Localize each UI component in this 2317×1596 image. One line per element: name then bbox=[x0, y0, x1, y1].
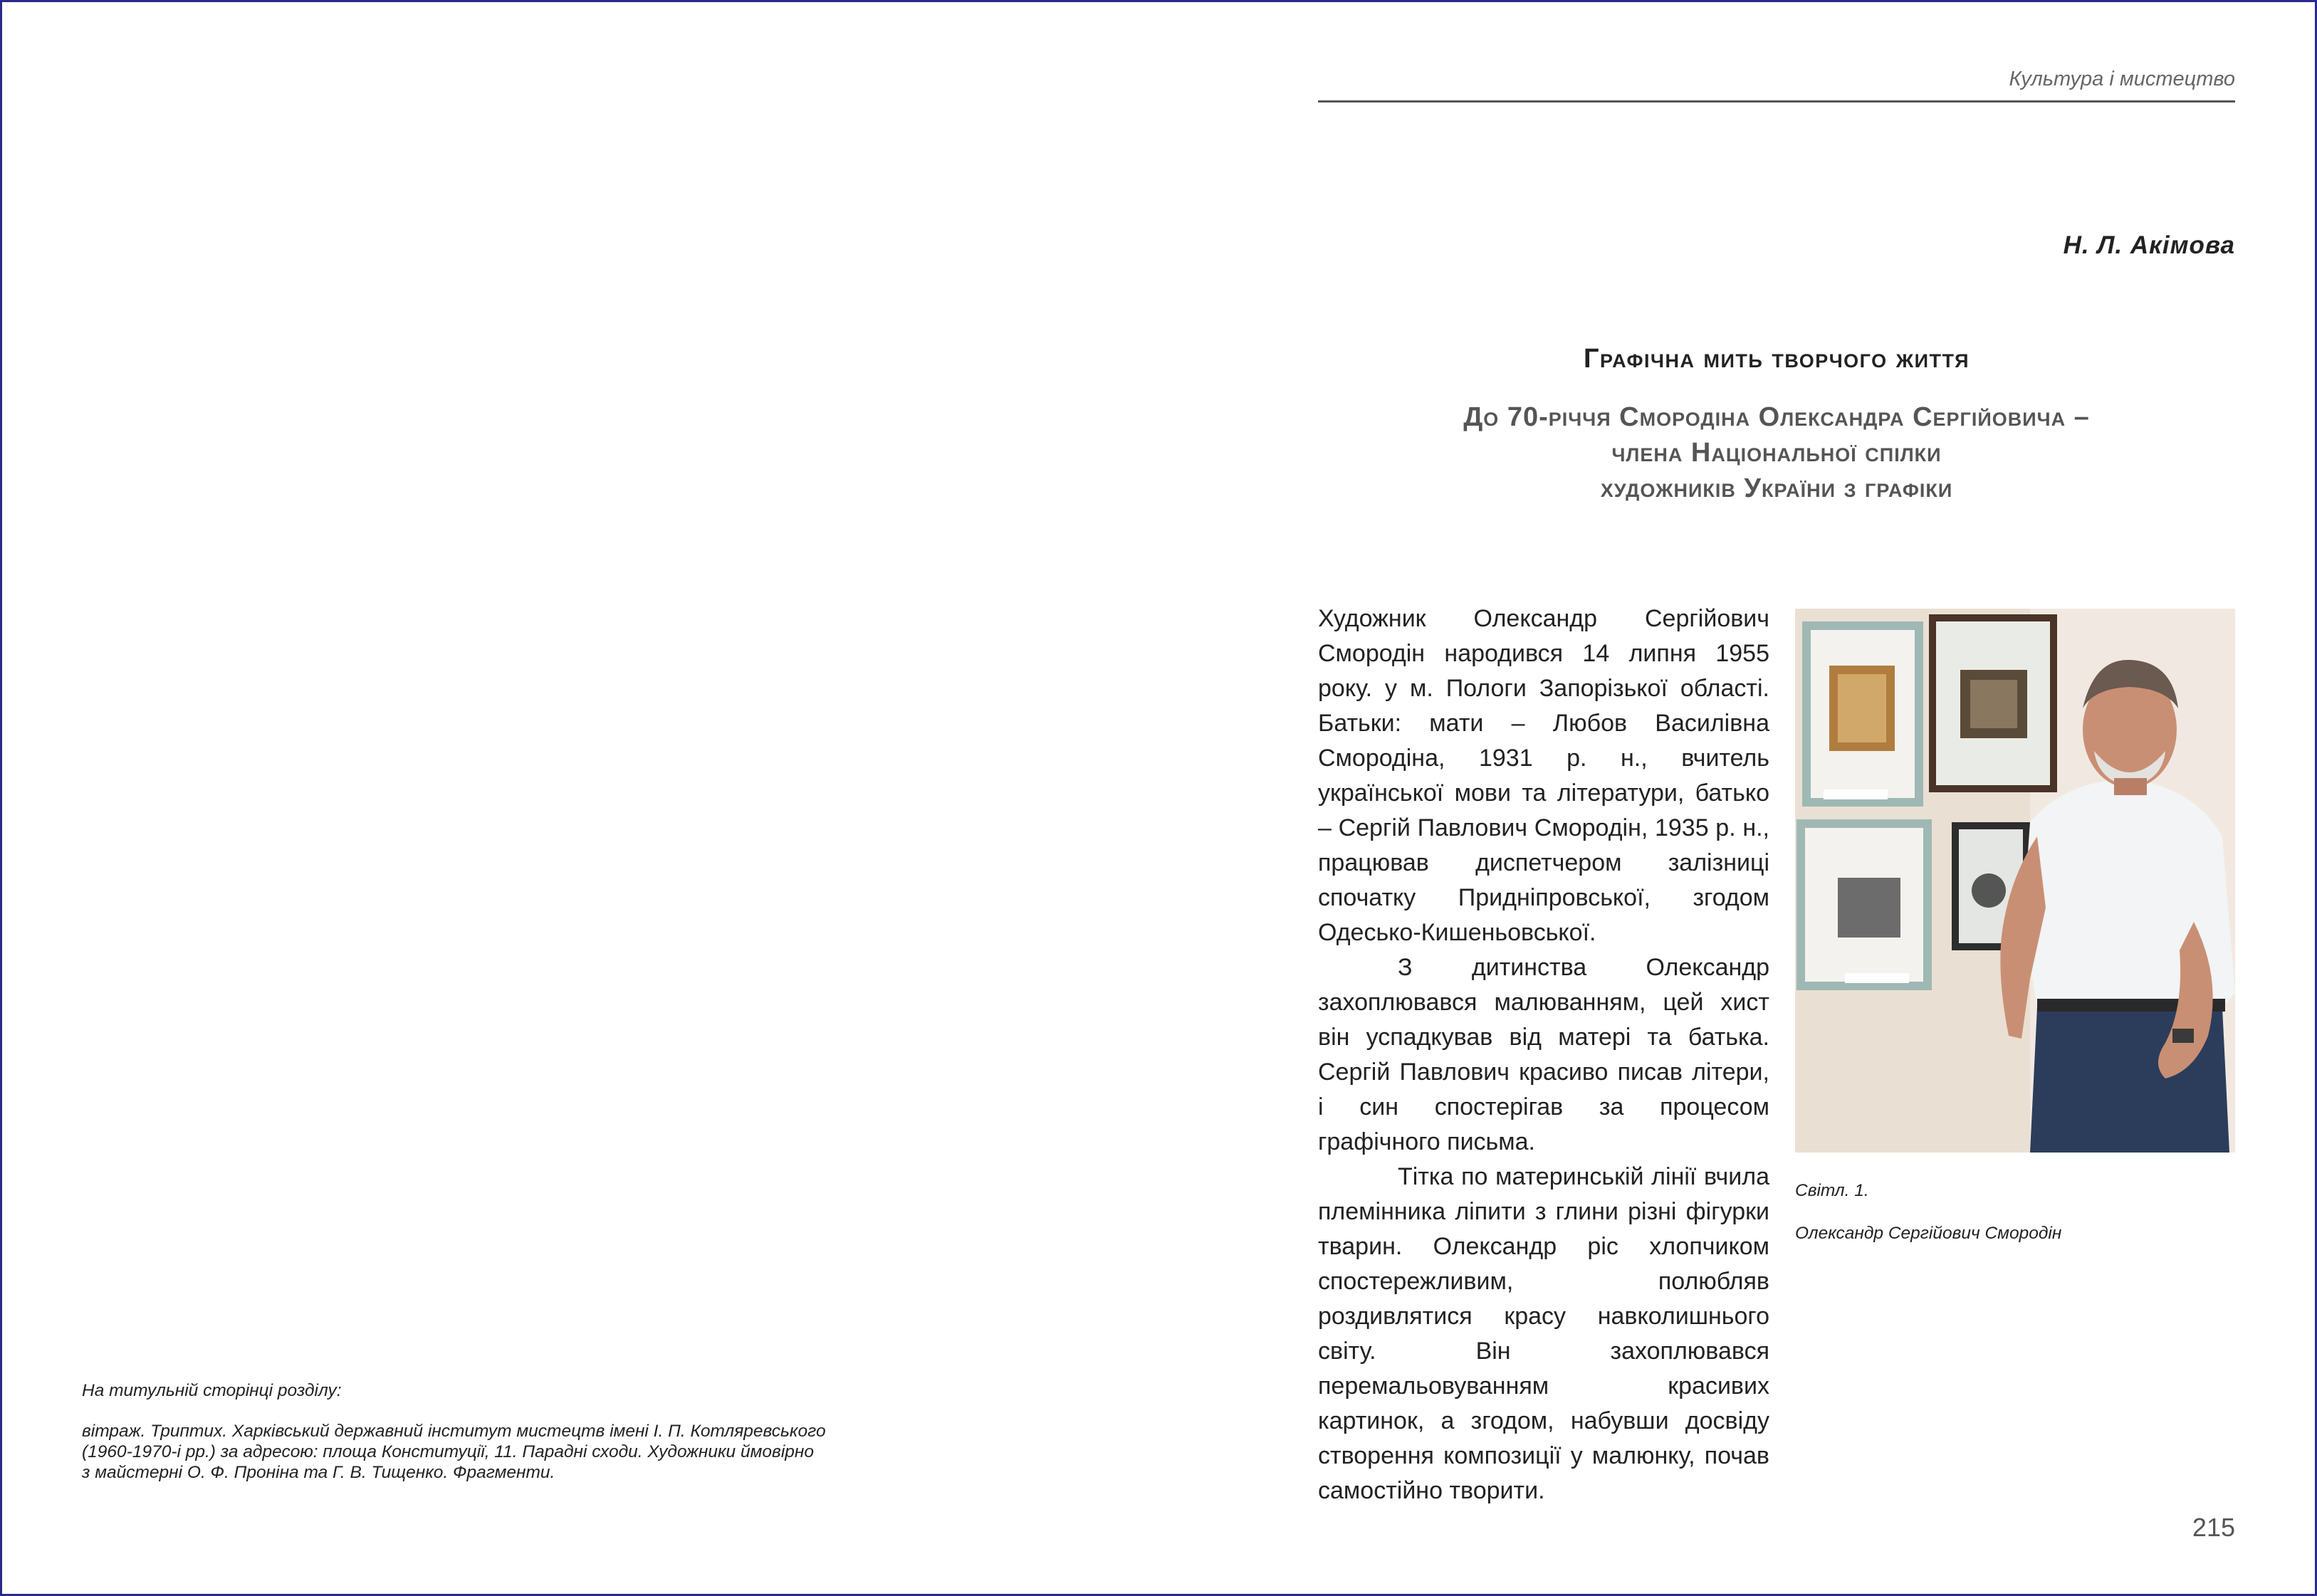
caption-text: Олександр Сергійович Смородін bbox=[1795, 1224, 2062, 1243]
body-paragraph: Художник Олександр Сергійович Смородін народився 14 липня 1955 року. у м. Пологи Запорізької області. Батьки: мати – Любов Василівна Смородіна, 1931 р. н., вчитель української мови та літератури, батько – Сергій Павлович Смородін, 1935 р. н., працював диспетчером залізниці спочатку Придніпровської, згодом Одесько-Кишеньовської. bbox=[1318, 605, 1769, 946]
subtitle-line: члена Національної спілки bbox=[1611, 438, 1942, 468]
subtitle-line: До 70-річчя Смородіна Олександра Сергійовича – bbox=[1463, 402, 2090, 432]
title-page-note bbox=[82, 1380, 951, 1483]
author-name: Н. Л. Акімова bbox=[2063, 231, 2235, 259]
caption-label: Світл. 1. bbox=[1795, 1181, 1869, 1200]
note-line: з майстерні О. Ф. Проніна та Г. В. Тищенко. Фрагменти. bbox=[82, 1463, 555, 1482]
article-subtitle bbox=[1318, 399, 2235, 506]
note-line: вітраж. Триптих. Харківський державний інститут мистецтв імені І. П. Котляревського bbox=[82, 1422, 826, 1441]
body-paragraph: З дитинства Олександр захоплювався малюванням, цей хист він успадкував від матері та батька. Сергій Павлович красиво писав літери, і син спостерігав за процесом графічного письма. bbox=[1318, 954, 1769, 1155]
note-line: (1960-1970-і рр.) за адресою: площа Конституції, 11. Парадні сходи. Художники ймовірно bbox=[82, 1442, 815, 1461]
note-title: На титульній сторінці розділу: bbox=[82, 1381, 342, 1400]
body-paragraph: Тітка по материнській лінії вчила племінника ліпити з глини різні фігурки тварин. Олександр ріс хлопчиком спостережливим, полюбляв роздивлятися красу навколишнього світу. Він захоплювався перемальовуванням красивих картинок, а згодом, набувши досвіду створення композиції у малюнку, почав самостійно творити. bbox=[1318, 1163, 1769, 1504]
subtitle-line: художників України з графіки bbox=[1600, 473, 1953, 503]
photo-caption bbox=[1795, 1181, 2237, 1244]
note-body bbox=[82, 1421, 951, 1483]
artist-photo bbox=[1795, 609, 2235, 1153]
header-rule bbox=[1318, 100, 2235, 103]
article-body bbox=[1318, 602, 1769, 1508]
page-number: 215 bbox=[2192, 1513, 2235, 1542]
running-head: Культура і мистецтво bbox=[2009, 68, 2235, 90]
article-title: Графічна мить творчого життя bbox=[1583, 344, 1970, 374]
